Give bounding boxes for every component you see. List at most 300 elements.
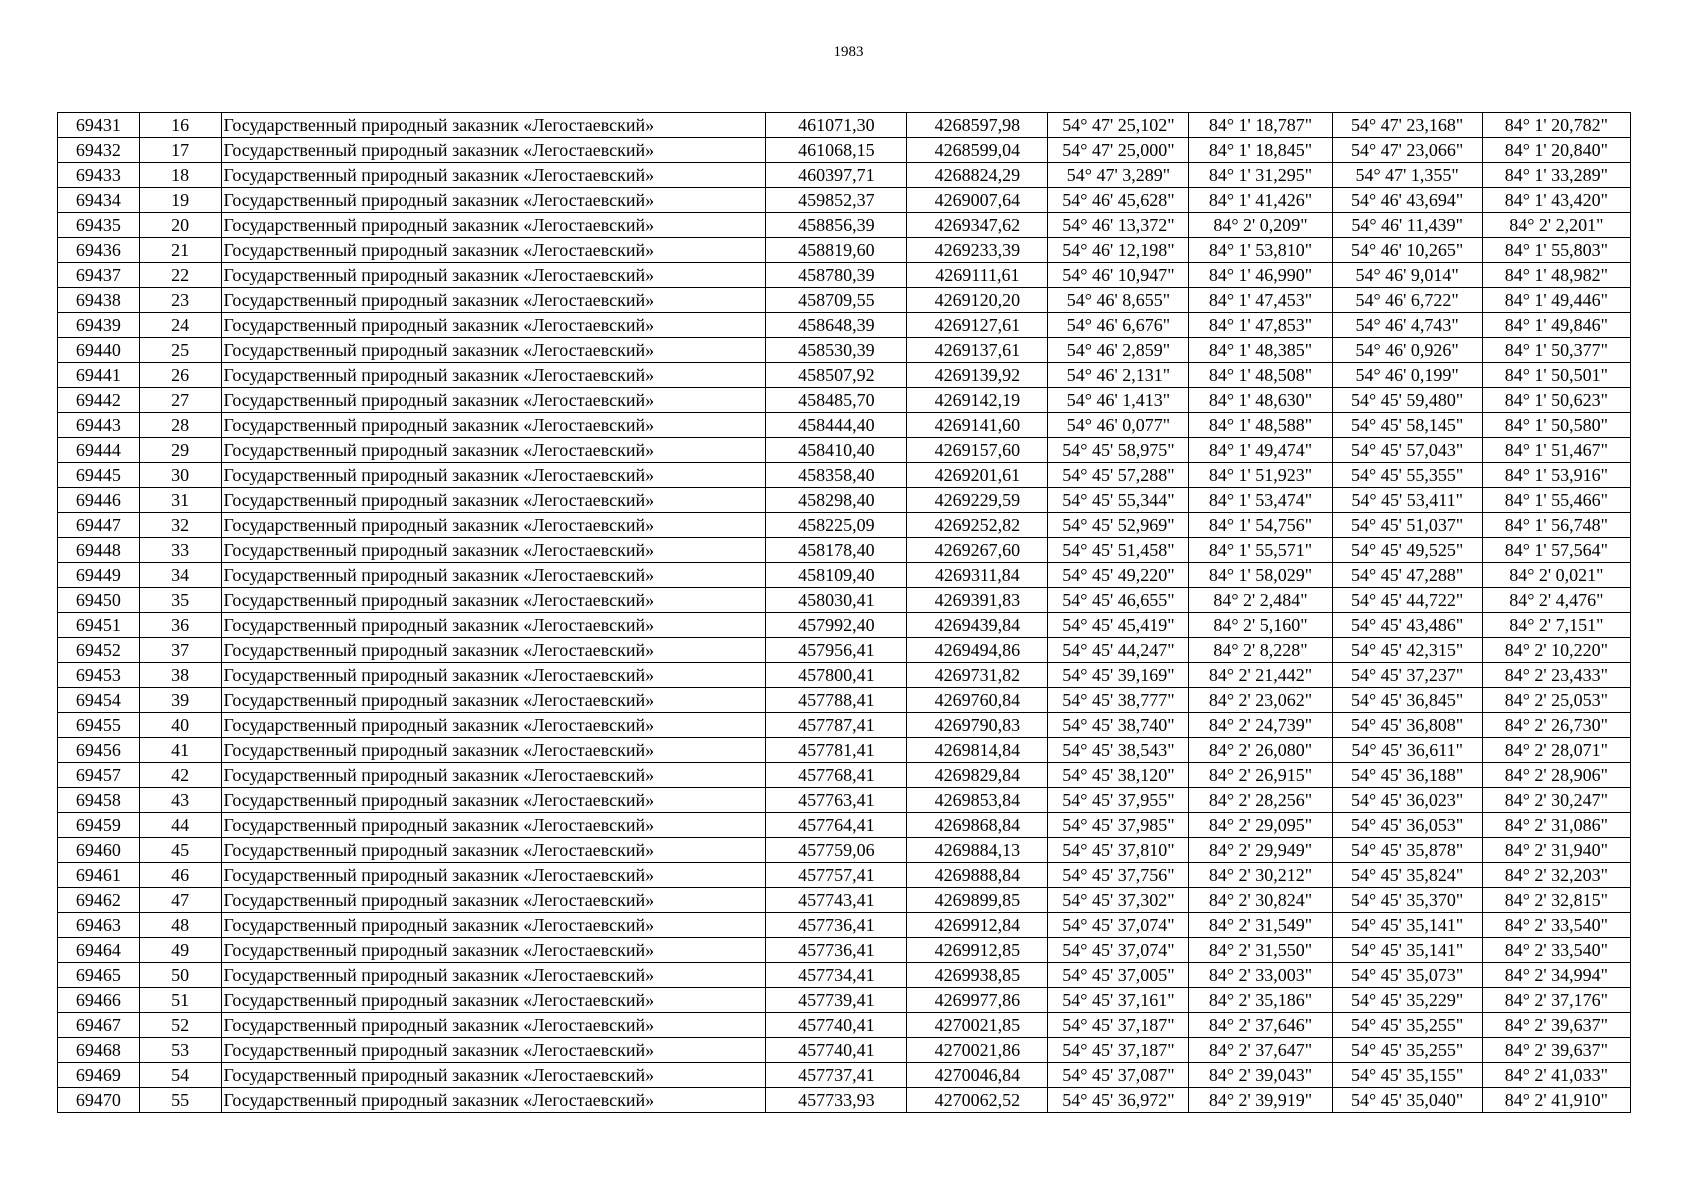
cell-row-id: 69451	[58, 613, 140, 638]
cell-coord-y: 4268824,29	[907, 163, 1048, 188]
cell-territory-name: Государственный природный заказник «Легостаевский»	[221, 438, 766, 463]
cell-longitude-1: 84° 1' 58,029"	[1189, 563, 1332, 588]
table-row	[58, 663, 1631, 688]
table-row	[58, 463, 1631, 488]
cell-territory-name: Государственный природный заказник «Легостаевский»	[221, 1063, 766, 1088]
cell-latitude-2: 54° 45' 35,040"	[1332, 1088, 1482, 1113]
cell-latitude-2: 54° 46' 9,014"	[1332, 263, 1482, 288]
cell-longitude-2: 84° 1' 49,446"	[1482, 288, 1630, 313]
cell-territory-name: Государственный природный заказник «Легостаевский»	[221, 1013, 766, 1038]
table-row	[58, 488, 1631, 513]
cell-latitude-2: 54° 45' 35,229"	[1332, 988, 1482, 1013]
cell-longitude-1: 84° 1' 41,426"	[1189, 188, 1332, 213]
cell-territory-name: Государственный природный заказник «Легостаевский»	[221, 588, 766, 613]
cell-coord-y: 4269229,59	[907, 488, 1048, 513]
cell-point-number: 21	[139, 238, 221, 263]
cell-latitude-2: 54° 47' 1,355"	[1332, 163, 1482, 188]
cell-territory-name: Государственный природный заказник «Легостаевский»	[221, 613, 766, 638]
cell-coord-x: 457736,41	[766, 938, 907, 963]
cell-latitude-1: 54° 46' 8,655"	[1048, 288, 1189, 313]
cell-coord-x: 457759,06	[766, 838, 907, 863]
cell-point-number: 31	[139, 488, 221, 513]
cell-row-id: 69442	[58, 388, 140, 413]
table-row	[58, 738, 1631, 763]
cell-latitude-2: 54° 45' 44,722"	[1332, 588, 1482, 613]
table-row	[58, 1013, 1631, 1038]
cell-longitude-2: 84° 2' 28,906"	[1482, 763, 1630, 788]
cell-row-id: 69436	[58, 238, 140, 263]
cell-longitude-2: 84° 2' 25,053"	[1482, 688, 1630, 713]
cell-row-id: 69459	[58, 813, 140, 838]
cell-coord-y: 4269347,62	[907, 213, 1048, 238]
cell-row-id: 69440	[58, 338, 140, 363]
cell-longitude-1: 84° 1' 46,990"	[1189, 263, 1332, 288]
cell-latitude-2: 54° 45' 51,037"	[1332, 513, 1482, 538]
cell-territory-name: Государственный природный заказник «Легостаевский»	[221, 463, 766, 488]
cell-row-id: 69446	[58, 488, 140, 513]
cell-coord-x: 458109,40	[766, 563, 907, 588]
cell-longitude-1: 84° 1' 53,810"	[1189, 238, 1332, 263]
cell-coord-y: 4269868,84	[907, 813, 1048, 838]
cell-point-number: 50	[139, 963, 221, 988]
cell-latitude-1: 54° 45' 38,543"	[1048, 738, 1189, 763]
cell-latitude-1: 54° 45' 38,740"	[1048, 713, 1189, 738]
cell-longitude-2: 84° 2' 0,021"	[1482, 563, 1630, 588]
cell-latitude-1: 54° 46' 13,372"	[1048, 213, 1189, 238]
cell-point-number: 46	[139, 863, 221, 888]
cell-row-id: 69441	[58, 363, 140, 388]
cell-longitude-2: 84° 2' 41,910"	[1482, 1088, 1630, 1113]
cell-longitude-1: 84° 1' 48,385"	[1189, 338, 1332, 363]
cell-row-id: 69434	[58, 188, 140, 213]
cell-coord-x: 458507,92	[766, 363, 907, 388]
table-row	[58, 288, 1631, 313]
cell-row-id: 69467	[58, 1013, 140, 1038]
table-row	[58, 788, 1631, 813]
cell-point-number: 53	[139, 1038, 221, 1063]
cell-latitude-2: 54° 45' 35,824"	[1332, 863, 1482, 888]
cell-longitude-2: 84° 2' 30,247"	[1482, 788, 1630, 813]
cell-point-number: 39	[139, 688, 221, 713]
cell-latitude-2: 54° 45' 35,073"	[1332, 963, 1482, 988]
cell-territory-name: Государственный природный заказник «Легостаевский»	[221, 938, 766, 963]
cell-coord-y: 4269267,60	[907, 538, 1048, 563]
cell-latitude-2: 54° 45' 35,370"	[1332, 888, 1482, 913]
cell-longitude-1: 84° 1' 18,787"	[1189, 113, 1332, 138]
cell-latitude-1: 54° 46' 2,859"	[1048, 338, 1189, 363]
cell-territory-name: Государственный природный заказник «Легостаевский»	[221, 663, 766, 688]
cell-point-number: 27	[139, 388, 221, 413]
cell-longitude-2: 84° 1' 50,623"	[1482, 388, 1630, 413]
cell-row-id: 69455	[58, 713, 140, 738]
table-row	[58, 113, 1631, 138]
cell-point-number: 34	[139, 563, 221, 588]
cell-coord-x: 459852,37	[766, 188, 907, 213]
cell-longitude-2: 84° 1' 55,466"	[1482, 488, 1630, 513]
cell-row-id: 69435	[58, 213, 140, 238]
cell-row-id: 69447	[58, 513, 140, 538]
cell-point-number: 51	[139, 988, 221, 1013]
cell-longitude-1: 84° 2' 29,095"	[1189, 813, 1332, 838]
cell-longitude-2: 84° 1' 50,501"	[1482, 363, 1630, 388]
cell-latitude-1: 54° 45' 37,074"	[1048, 938, 1189, 963]
cell-row-id: 69453	[58, 663, 140, 688]
cell-longitude-2: 84° 2' 31,940"	[1482, 838, 1630, 863]
cell-territory-name: Государственный природный заказник «Легостаевский»	[221, 688, 766, 713]
cell-coord-x: 458298,40	[766, 488, 907, 513]
cell-coord-x: 458030,41	[766, 588, 907, 613]
cell-longitude-2: 84° 2' 33,540"	[1482, 913, 1630, 938]
cell-row-id: 69449	[58, 563, 140, 588]
cell-coord-y: 4269912,85	[907, 938, 1048, 963]
cell-latitude-2: 54° 45' 59,480"	[1332, 388, 1482, 413]
cell-coord-x: 457757,41	[766, 863, 907, 888]
cell-latitude-2: 54° 47' 23,066"	[1332, 138, 1482, 163]
cell-coord-y: 4270062,52	[907, 1088, 1048, 1113]
cell-latitude-1: 54° 46' 12,198"	[1048, 238, 1189, 263]
cell-territory-name: Государственный природный заказник «Легостаевский»	[221, 163, 766, 188]
cell-territory-name: Государственный природный заказник «Легостаевский»	[221, 113, 766, 138]
cell-coord-y: 4269157,60	[907, 438, 1048, 463]
cell-coord-x: 457743,41	[766, 888, 907, 913]
cell-longitude-1: 84° 1' 53,474"	[1189, 488, 1332, 513]
table-row	[58, 638, 1631, 663]
cell-longitude-2: 84° 1' 56,748"	[1482, 513, 1630, 538]
cell-coord-x: 457734,41	[766, 963, 907, 988]
cell-latitude-2: 54° 45' 36,023"	[1332, 788, 1482, 813]
cell-latitude-2: 54° 46' 6,722"	[1332, 288, 1482, 313]
table-row	[58, 138, 1631, 163]
cell-territory-name: Государственный природный заказник «Легостаевский»	[221, 338, 766, 363]
cell-latitude-1: 54° 46' 1,413"	[1048, 388, 1189, 413]
cell-coord-x: 457739,41	[766, 988, 907, 1013]
cell-longitude-1: 84° 1' 51,923"	[1189, 463, 1332, 488]
cell-row-id: 69465	[58, 963, 140, 988]
cell-longitude-2: 84° 2' 41,033"	[1482, 1063, 1630, 1088]
cell-coord-y: 4269888,84	[907, 863, 1048, 888]
cell-territory-name: Государственный природный заказник «Легостаевский»	[221, 313, 766, 338]
cell-territory-name: Государственный природный заказник «Легостаевский»	[221, 913, 766, 938]
cell-territory-name: Государственный природный заказник «Легостаевский»	[221, 388, 766, 413]
table-row	[58, 688, 1631, 713]
cell-longitude-2: 84° 2' 31,086"	[1482, 813, 1630, 838]
cell-point-number: 45	[139, 838, 221, 863]
cell-territory-name: Государственный природный заказник «Легостаевский»	[221, 813, 766, 838]
cell-latitude-1: 54° 45' 52,969"	[1048, 513, 1189, 538]
cell-latitude-1: 54° 46' 45,628"	[1048, 188, 1189, 213]
cell-territory-name: Государственный природный заказник «Легостаевский»	[221, 763, 766, 788]
cell-point-number: 20	[139, 213, 221, 238]
table-row	[58, 388, 1631, 413]
cell-latitude-2: 54° 45' 37,237"	[1332, 663, 1482, 688]
cell-row-id: 69444	[58, 438, 140, 463]
cell-longitude-1: 84° 2' 29,949"	[1189, 838, 1332, 863]
cell-longitude-2: 84° 1' 57,564"	[1482, 538, 1630, 563]
cell-coord-x: 457768,41	[766, 763, 907, 788]
cell-row-id: 69431	[58, 113, 140, 138]
cell-point-number: 19	[139, 188, 221, 213]
table-row	[58, 263, 1631, 288]
cell-longitude-1: 84° 2' 37,646"	[1189, 1013, 1332, 1038]
cell-latitude-1: 54° 45' 38,777"	[1048, 688, 1189, 713]
cell-point-number: 36	[139, 613, 221, 638]
cell-longitude-2: 84° 1' 48,982"	[1482, 263, 1630, 288]
cell-point-number: 23	[139, 288, 221, 313]
cell-point-number: 29	[139, 438, 221, 463]
cell-coord-y: 4269127,61	[907, 313, 1048, 338]
cell-coord-x: 458225,09	[766, 513, 907, 538]
cell-longitude-2: 84° 2' 37,176"	[1482, 988, 1630, 1013]
cell-latitude-1: 54° 47' 3,289"	[1048, 163, 1189, 188]
cell-latitude-1: 54° 45' 37,810"	[1048, 838, 1189, 863]
cell-territory-name: Государственный природный заказник «Легостаевский»	[221, 738, 766, 763]
cell-latitude-2: 54° 45' 43,486"	[1332, 613, 1482, 638]
cell-longitude-1: 84° 2' 33,003"	[1189, 963, 1332, 988]
cell-territory-name: Государственный природный заказник «Легостаевский»	[221, 238, 766, 263]
table-row	[58, 513, 1631, 538]
cell-coord-x: 457740,41	[766, 1038, 907, 1063]
cell-coord-x: 457992,40	[766, 613, 907, 638]
cell-longitude-1: 84° 1' 48,630"	[1189, 388, 1332, 413]
cell-point-number: 32	[139, 513, 221, 538]
cell-row-id: 69457	[58, 763, 140, 788]
cell-latitude-2: 54° 45' 36,845"	[1332, 688, 1482, 713]
cell-coord-y: 4269439,84	[907, 613, 1048, 638]
cell-latitude-2: 54° 45' 35,255"	[1332, 1038, 1482, 1063]
cell-longitude-2: 84° 1' 50,580"	[1482, 413, 1630, 438]
table-row	[58, 813, 1631, 838]
cell-longitude-2: 84° 2' 10,220"	[1482, 638, 1630, 663]
cell-row-id: 69445	[58, 463, 140, 488]
cell-territory-name: Государственный природный заказник «Легостаевский»	[221, 788, 766, 813]
cell-longitude-1: 84° 2' 23,062"	[1189, 688, 1332, 713]
cell-territory-name: Государственный природный заказник «Легостаевский»	[221, 263, 766, 288]
cell-row-id: 69468	[58, 1038, 140, 1063]
cell-point-number: 33	[139, 538, 221, 563]
cell-coord-x: 457763,41	[766, 788, 907, 813]
cell-point-number: 52	[139, 1013, 221, 1038]
cell-longitude-2: 84° 1' 55,803"	[1482, 238, 1630, 263]
cell-latitude-1: 54° 46' 6,676"	[1048, 313, 1189, 338]
table-row	[58, 438, 1631, 463]
table-row	[58, 363, 1631, 388]
cell-row-id: 69469	[58, 1063, 140, 1088]
cell-coord-y: 4269142,19	[907, 388, 1048, 413]
cell-point-number: 41	[139, 738, 221, 763]
cell-territory-name: Государственный природный заказник «Легостаевский»	[221, 188, 766, 213]
cell-longitude-2: 84° 2' 26,730"	[1482, 713, 1630, 738]
cell-row-id: 69458	[58, 788, 140, 813]
table-row	[58, 588, 1631, 613]
cell-longitude-1: 84° 1' 54,756"	[1189, 513, 1332, 538]
table-row	[58, 313, 1631, 338]
cell-coord-y: 4269111,61	[907, 263, 1048, 288]
cell-longitude-1: 84° 2' 30,824"	[1189, 888, 1332, 913]
cell-row-id: 69439	[58, 313, 140, 338]
cell-coord-x: 457787,41	[766, 713, 907, 738]
table-row	[58, 1088, 1631, 1113]
cell-coord-x: 460397,71	[766, 163, 907, 188]
cell-coord-y: 4269938,85	[907, 963, 1048, 988]
cell-coord-y: 4269139,92	[907, 363, 1048, 388]
cell-territory-name: Государственный природный заказник «Легостаевский»	[221, 413, 766, 438]
cell-longitude-1: 84° 2' 26,915"	[1189, 763, 1332, 788]
cell-longitude-2: 84° 2' 7,151"	[1482, 613, 1630, 638]
cell-latitude-1: 54° 45' 49,220"	[1048, 563, 1189, 588]
cell-longitude-1: 84° 2' 2,484"	[1189, 588, 1332, 613]
cell-latitude-2: 54° 45' 35,255"	[1332, 1013, 1482, 1038]
cell-latitude-2: 54° 45' 35,141"	[1332, 913, 1482, 938]
cell-row-id: 69452	[58, 638, 140, 663]
cell-longitude-2: 84° 1' 43,420"	[1482, 188, 1630, 213]
cell-coord-x: 458178,40	[766, 538, 907, 563]
cell-coord-x: 458780,39	[766, 263, 907, 288]
cell-longitude-1: 84° 2' 30,212"	[1189, 863, 1332, 888]
cell-longitude-1: 84° 1' 55,571"	[1189, 538, 1332, 563]
table-body	[58, 113, 1631, 1113]
cell-longitude-1: 84° 2' 31,550"	[1189, 938, 1332, 963]
cell-point-number: 22	[139, 263, 221, 288]
cell-latitude-2: 54° 46' 10,265"	[1332, 238, 1482, 263]
cell-point-number: 37	[139, 638, 221, 663]
cell-coord-y: 4269007,64	[907, 188, 1048, 213]
table-row	[58, 938, 1631, 963]
cell-point-number: 28	[139, 413, 221, 438]
cell-coord-y: 4269233,39	[907, 238, 1048, 263]
cell-latitude-1: 54° 46' 2,131"	[1048, 363, 1189, 388]
cell-longitude-1: 84° 1' 47,453"	[1189, 288, 1332, 313]
cell-row-id: 69443	[58, 413, 140, 438]
cell-point-number: 42	[139, 763, 221, 788]
cell-longitude-1: 84° 2' 31,549"	[1189, 913, 1332, 938]
cell-longitude-2: 84° 2' 39,637"	[1482, 1038, 1630, 1063]
cell-coord-x: 458819,60	[766, 238, 907, 263]
cell-row-id: 69437	[58, 263, 140, 288]
cell-coord-y: 4269141,60	[907, 413, 1048, 438]
cell-latitude-2: 54° 45' 35,878"	[1332, 838, 1482, 863]
cell-longitude-1: 84° 1' 48,508"	[1189, 363, 1332, 388]
cell-longitude-1: 84° 1' 49,474"	[1189, 438, 1332, 463]
cell-coord-x: 461068,15	[766, 138, 907, 163]
cell-row-id: 69464	[58, 938, 140, 963]
cell-latitude-2: 54° 45' 42,315"	[1332, 638, 1482, 663]
cell-longitude-2: 84° 2' 33,540"	[1482, 938, 1630, 963]
cell-latitude-1: 54° 46' 10,947"	[1048, 263, 1189, 288]
table-row	[58, 563, 1631, 588]
cell-longitude-2: 84° 2' 32,815"	[1482, 888, 1630, 913]
cell-longitude-1: 84° 2' 24,739"	[1189, 713, 1332, 738]
cell-point-number: 16	[139, 113, 221, 138]
cell-latitude-1: 54° 45' 46,655"	[1048, 588, 1189, 613]
table-row	[58, 338, 1631, 363]
cell-longitude-2: 84° 1' 20,840"	[1482, 138, 1630, 163]
cell-longitude-1: 84° 2' 26,080"	[1189, 738, 1332, 763]
cell-coord-x: 458856,39	[766, 213, 907, 238]
cell-latitude-2: 54° 46' 4,743"	[1332, 313, 1482, 338]
cell-longitude-1: 84° 2' 39,919"	[1189, 1088, 1332, 1113]
cell-coord-x: 458648,39	[766, 313, 907, 338]
cell-point-number: 48	[139, 913, 221, 938]
cell-row-id: 69462	[58, 888, 140, 913]
cell-latitude-2: 54° 45' 57,043"	[1332, 438, 1482, 463]
cell-point-number: 55	[139, 1088, 221, 1113]
cell-longitude-1: 84° 2' 0,209"	[1189, 213, 1332, 238]
cell-territory-name: Государственный природный заказник «Легостаевский»	[221, 963, 766, 988]
cell-territory-name: Государственный природный заказник «Легостаевский»	[221, 288, 766, 313]
cell-coord-x: 458410,40	[766, 438, 907, 463]
cell-latitude-1: 54° 45' 44,247"	[1048, 638, 1189, 663]
cell-latitude-2: 54° 45' 49,525"	[1332, 538, 1482, 563]
cell-row-id: 69433	[58, 163, 140, 188]
cell-row-id: 69454	[58, 688, 140, 713]
cell-latitude-2: 54° 45' 36,611"	[1332, 738, 1482, 763]
cell-coord-x: 458530,39	[766, 338, 907, 363]
cell-coord-y: 4269853,84	[907, 788, 1048, 813]
table-row	[58, 988, 1631, 1013]
table-row	[58, 188, 1631, 213]
cell-longitude-2: 84° 1' 20,782"	[1482, 113, 1630, 138]
cell-coord-x: 458358,40	[766, 463, 907, 488]
cell-latitude-1: 54° 45' 38,120"	[1048, 763, 1189, 788]
cell-latitude-2: 54° 45' 35,155"	[1332, 1063, 1482, 1088]
cell-latitude-1: 54° 45' 45,419"	[1048, 613, 1189, 638]
cell-coord-y: 4269884,13	[907, 838, 1048, 863]
cell-territory-name: Государственный природный заказник «Легостаевский»	[221, 1038, 766, 1063]
cell-coord-x: 457736,41	[766, 913, 907, 938]
cell-territory-name: Государственный природный заказник «Легостаевский»	[221, 863, 766, 888]
cell-territory-name: Государственный природный заказник «Легостаевский»	[221, 888, 766, 913]
cell-coord-x: 457737,41	[766, 1063, 907, 1088]
cell-latitude-2: 54° 45' 36,053"	[1332, 813, 1482, 838]
cell-coord-y: 4269977,86	[907, 988, 1048, 1013]
cell-latitude-1: 54° 45' 37,005"	[1048, 963, 1189, 988]
table-row	[58, 1063, 1631, 1088]
cell-longitude-2: 84° 2' 32,203"	[1482, 863, 1630, 888]
page-number: 1983	[833, 44, 864, 60]
cell-coord-x: 457788,41	[766, 688, 907, 713]
cell-longitude-2: 84° 1' 49,846"	[1482, 313, 1630, 338]
cell-latitude-1: 54° 45' 39,169"	[1048, 663, 1189, 688]
cell-coord-y: 4269120,20	[907, 288, 1048, 313]
cell-latitude-1: 54° 45' 37,955"	[1048, 788, 1189, 813]
cell-latitude-2: 54° 45' 35,141"	[1332, 938, 1482, 963]
cell-coord-y: 4268599,04	[907, 138, 1048, 163]
cell-coord-x: 457956,41	[766, 638, 907, 663]
cell-latitude-1: 54° 45' 37,756"	[1048, 863, 1189, 888]
cell-coord-y: 4269829,84	[907, 763, 1048, 788]
cell-coord-y: 4268597,98	[907, 113, 1048, 138]
cell-territory-name: Государственный природный заказник «Легостаевский»	[221, 988, 766, 1013]
cell-longitude-1: 84° 2' 28,256"	[1189, 788, 1332, 813]
table-row	[58, 863, 1631, 888]
cell-row-id: 69432	[58, 138, 140, 163]
cell-longitude-1: 84° 1' 47,853"	[1189, 313, 1332, 338]
cell-coord-y: 4269790,83	[907, 713, 1048, 738]
cell-point-number: 38	[139, 663, 221, 688]
cell-latitude-2: 54° 45' 53,411"	[1332, 488, 1482, 513]
cell-row-id: 69466	[58, 988, 140, 1013]
cell-point-number: 26	[139, 363, 221, 388]
table-row	[58, 213, 1631, 238]
cell-coord-x: 461071,30	[766, 113, 907, 138]
cell-latitude-2: 54° 47' 23,168"	[1332, 113, 1482, 138]
cell-territory-name: Государственный природный заказник «Легостаевский»	[221, 713, 766, 738]
cell-longitude-2: 84° 1' 50,377"	[1482, 338, 1630, 363]
cell-longitude-2: 84° 2' 23,433"	[1482, 663, 1630, 688]
cell-coord-y: 4269137,61	[907, 338, 1048, 363]
cell-point-number: 44	[139, 813, 221, 838]
table-row	[58, 888, 1631, 913]
